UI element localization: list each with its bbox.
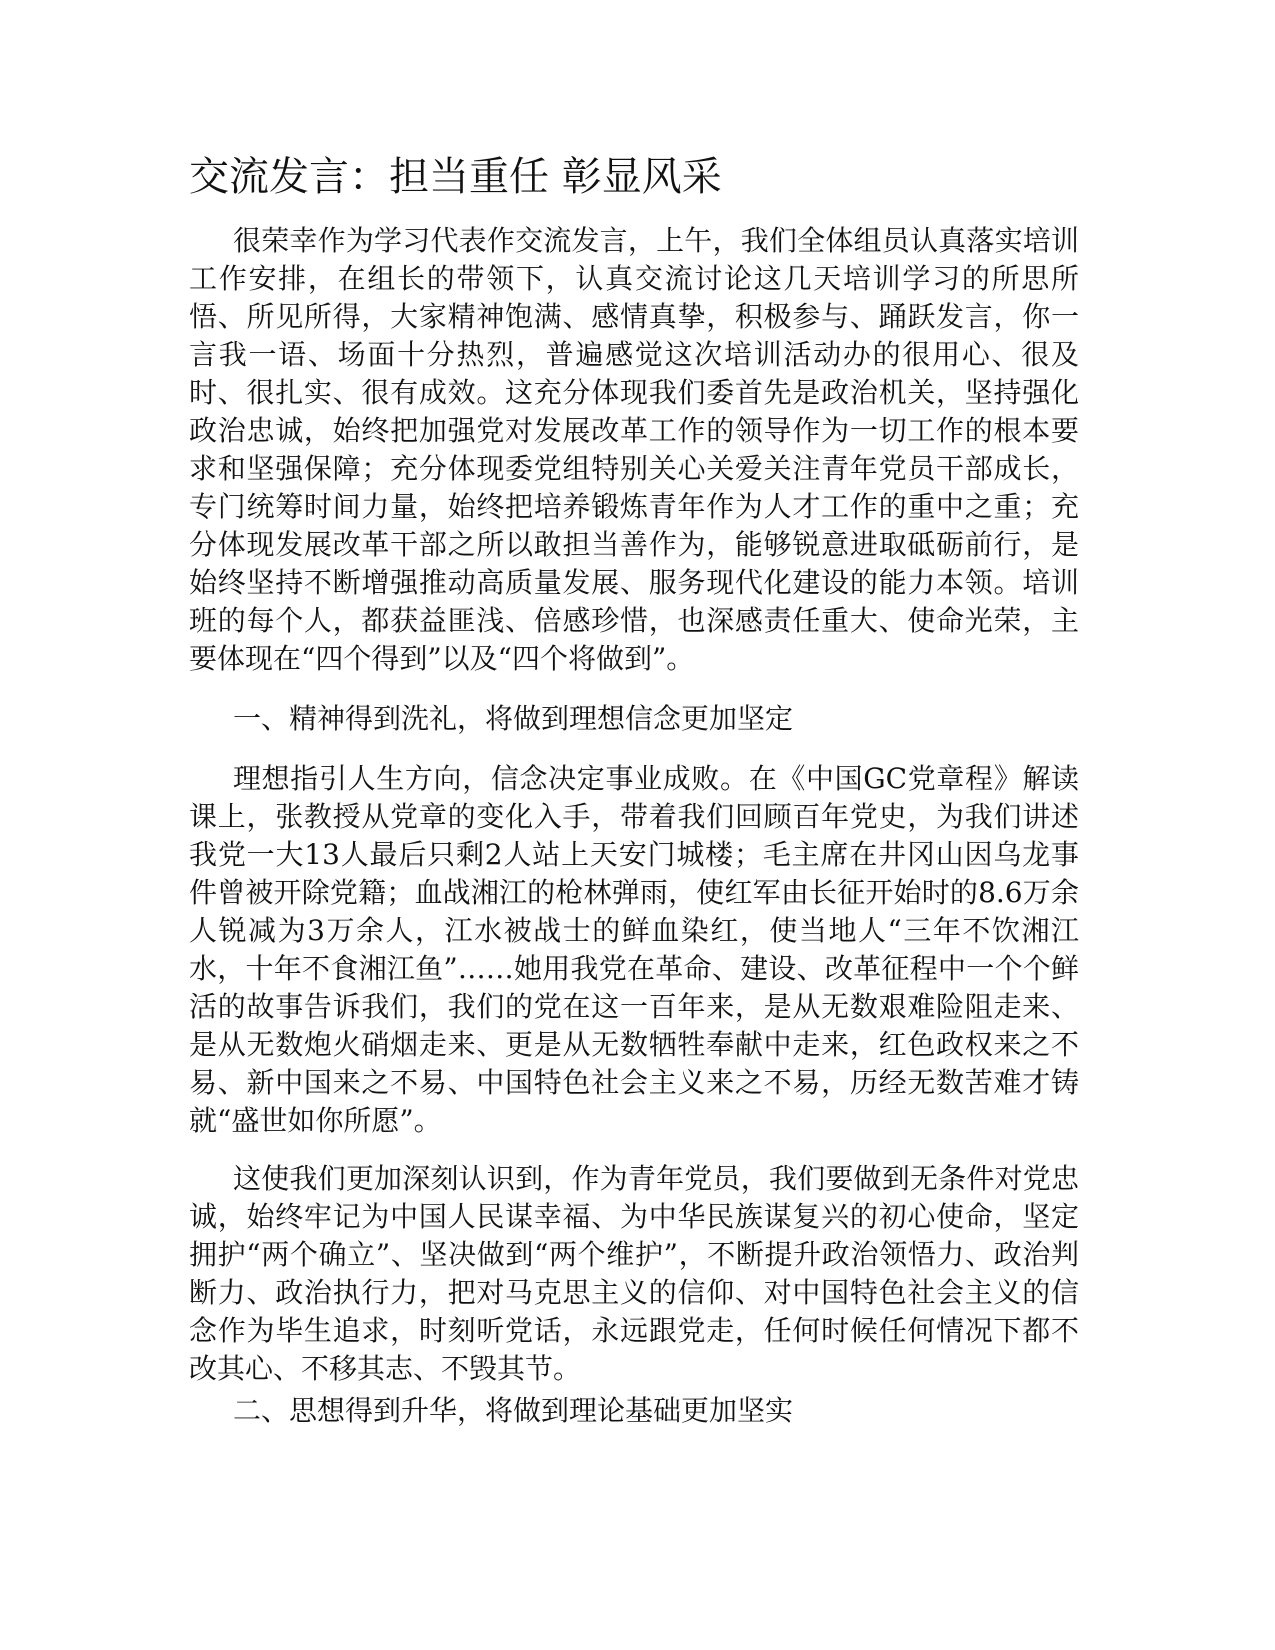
document-title: 交流发言：担当重任 彰显风采 — [189, 154, 722, 200]
body-paragraph-intro: 很荣幸作为学习代表作交流发言，上午，我们全体组员认真落实培训工作安排，在组长的带领下，认真交流讨论这几天培训学习的所思所悟、所见所得，大家精神饱满、感情真挚，积极参与、踊跃发言，你一言我一语、场面十分热烈，普遍感觉这次培训活动办的很用心、很及时、很扎实、很有成效。这充分体现我们委首先是政治机关，坚持强化政治忠诚，始终把加强党对发展改革工作的领导作为一切工作的根本要求和坚强保障；充分体现委党组特别关心关爱关注青年党员干部成长，专门统筹时间力量，始终把培养锻炼青年作为人才工作的重中之重；充分体现发展改革干部之所以敢担当善作为，能够锐意进取砥砺前行，是始终坚持不断增强推动高质量发展、服务现代化建设的能力本领。培训班的每个人，都获益匪浅、倍感珍惜，也深感责任重大、使命光荣，主要体现在“四个得到”以及“四个将做到”。 — [189, 224, 1079, 675]
body-paragraph-section-1: 理想指引人生方向，信念决定事业成败。在《中国GC党章程》解读课上，张教授从党章的变化入手，带着我们回顾百年党史，为我们讲述我党一大13人最后只剩2人站上天安门城楼；毛主席在井冈山因乌龙事件曾被开除党籍；血战湘江的枪林弹雨，使红军由长征开始时的8.6万余人锐减为3万余人，江水被战士的鲜血染红，使当地人“三年不饮湘江水，十年不食湘江鱼”……她用我党在革命、建设、改革征程中一个个鲜活的故事告诉我们，我们的党在这一百年来，是从无数艰难险阻走来、是从无数炮火硝烟走来、更是从无数牺牲奉献中走来，红色政权来之不易、新中国来之不易、中国特色社会主义来之不易，历经无数苦难才铸就“盛世如你所愿”。 — [189, 762, 1079, 1137]
section-heading-2: 二、思想得到升华，将做到理论基础更加坚实 — [233, 1394, 794, 1427]
body-paragraph-section-1-conclusion: 这使我们更加深刻认识到，作为青年党员，我们要做到无条件对党忠诚，始终牢记为中国人民谋幸福、为中华民族谋复兴的初心使命，坚定拥护“两个确立”、坚决做到“两个维护”，不断提升政治领悟力、政治判断力、政治执行力，把对马克思主义的信仰、对中国特色社会主义的信念作为毕生追求，时刻听党话，永远跟党走，任何时候任何情况下都不改其心、不移其志、不毁其节。 — [189, 1162, 1079, 1385]
section-heading-1: 一、精神得到洗礼，将做到理想信念更加坚定 — [233, 702, 794, 735]
